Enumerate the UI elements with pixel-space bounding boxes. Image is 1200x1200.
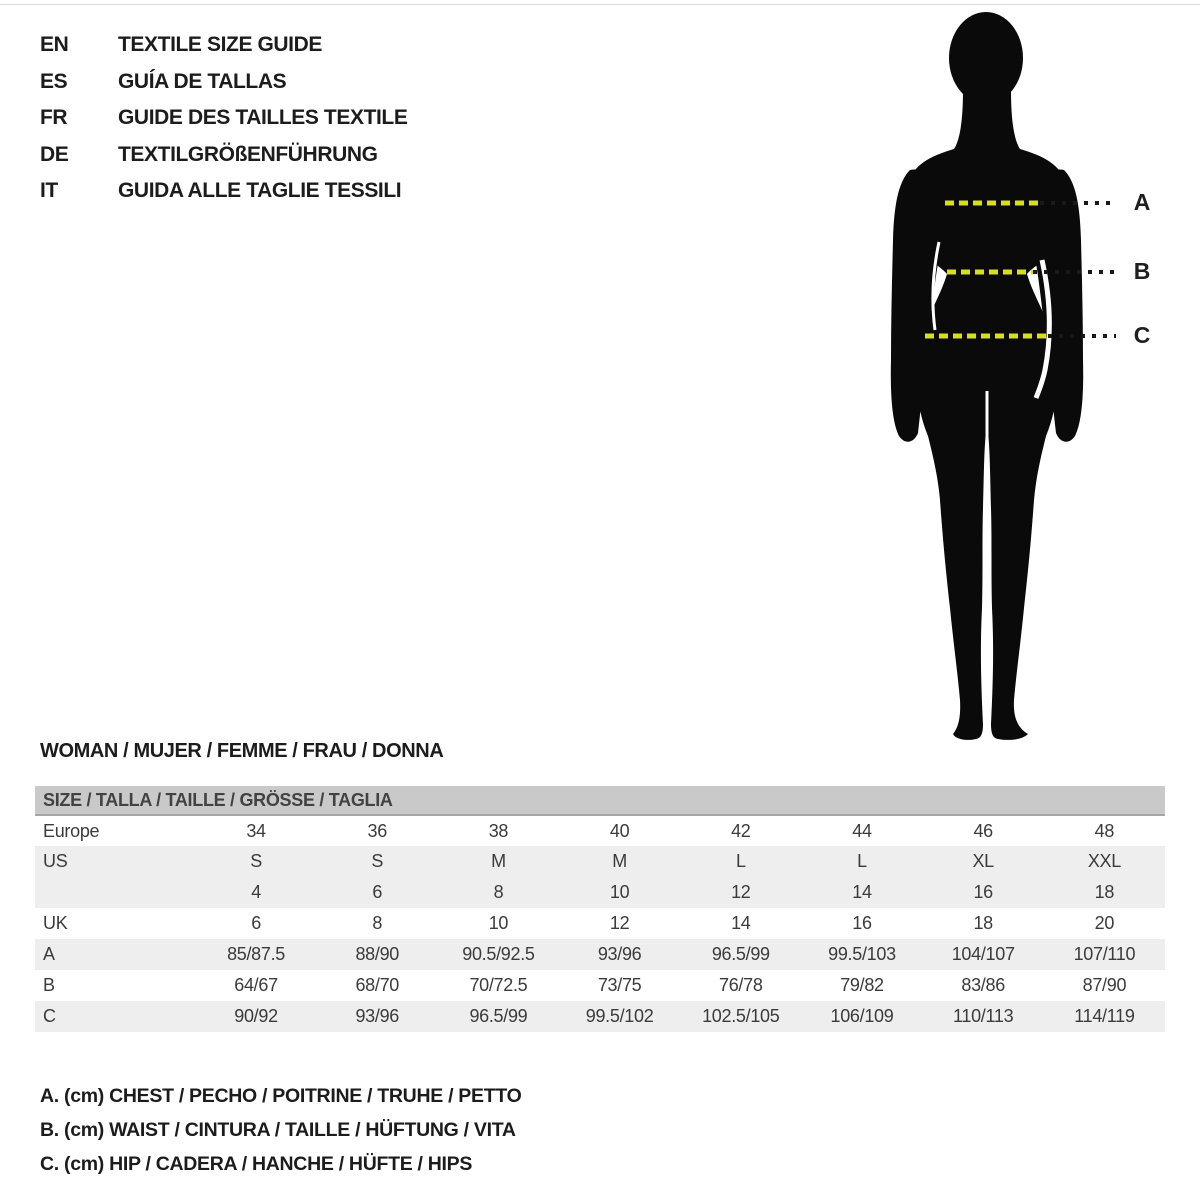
size-cell: 40: [609, 820, 630, 841]
language-row-en: [40, 27, 407, 64]
language-code: IT: [40, 179, 58, 203]
size-cell: 34: [246, 820, 266, 841]
size-cell: 14: [852, 882, 872, 902]
size-cell: 79/82: [840, 975, 884, 995]
size-cell: 36: [367, 820, 387, 841]
size-cell: M: [491, 851, 506, 871]
table-row-uk: [35, 908, 1165, 939]
row-label: UK: [43, 913, 68, 933]
language-row-fr: [40, 100, 407, 137]
language-row-de: [40, 137, 407, 174]
size-cell: 8: [372, 913, 383, 933]
size-cell: 20: [1094, 913, 1115, 933]
row-label: Europe: [43, 820, 100, 841]
measurement-legend: [40, 1085, 521, 1187]
measure-label-b: B: [1133, 258, 1151, 284]
size-cell: S: [371, 851, 384, 871]
woman-silhouette-svg: [850, 8, 1150, 748]
size-cell: 107/110: [1073, 944, 1136, 964]
language-code: DE: [40, 142, 69, 166]
size-cell: 64/67: [234, 975, 278, 995]
guide-title-es: GUÍA DE TALLAS: [118, 69, 287, 93]
size-cell: 48: [1094, 820, 1115, 841]
size-cell: 46: [973, 820, 993, 841]
woman-silhouette-figure: [850, 8, 1200, 748]
size-cell: 18: [1094, 882, 1115, 902]
gender-section-title: WOMAN / MUJER / FEMME / FRAU / DONNA: [40, 740, 444, 762]
size-table-header: SIZE / TALLA / TAILLE / GRÖSSE / TAGLIA: [35, 786, 1165, 815]
language-code: ES: [40, 69, 68, 93]
size-cell: XXL: [1087, 851, 1121, 871]
size-cell: 104/107: [951, 944, 1015, 964]
size-cell: 96.5/99: [469, 1006, 528, 1026]
row-label: [35, 877, 195, 908]
row-label: B: [43, 975, 55, 995]
size-cell: 96.5/99: [711, 944, 770, 964]
size-cell: 114/119: [1074, 1006, 1135, 1026]
size-cell: 70/72.5: [469, 975, 528, 995]
size-cell: 6: [372, 882, 383, 902]
measure-label-c: C: [1133, 322, 1151, 348]
table-row-europe: [35, 815, 1165, 846]
size-cell: 18: [973, 913, 993, 933]
size-cell: 8: [493, 882, 504, 902]
guide-title-de: TEXTILGRÖßENFÜHRUNG: [118, 142, 378, 166]
measure-label-a: A: [1133, 189, 1151, 215]
size-cell: 44: [852, 820, 872, 841]
size-cell: 83/86: [961, 975, 1005, 995]
size-cell: 12: [609, 913, 630, 933]
size-cell: 99.5/103: [828, 944, 896, 964]
size-cell: XL: [972, 851, 994, 871]
table-row-waist-b: [35, 970, 1165, 1001]
size-cell: 76/78: [719, 975, 763, 995]
size-cell: 88/90: [355, 944, 399, 964]
size-cell: 85/87.5: [227, 944, 286, 964]
row-label: A: [43, 944, 55, 964]
size-cell: 14: [731, 913, 751, 933]
size-cell: S: [250, 851, 262, 871]
size-cell: 110/113: [953, 1006, 1014, 1026]
size-cell: 90.5/92.5: [462, 944, 535, 964]
size-cell: 38: [488, 820, 509, 841]
language-title-block: [40, 27, 407, 210]
legend-hip: C. (cm) HIP / CADERA / HANCHE / HÜFTE / HIPS: [40, 1153, 473, 1175]
size-cell: 99.5/102: [585, 1006, 654, 1026]
size-cell: 93/96: [355, 1006, 399, 1026]
row-label: US: [43, 851, 68, 871]
language-row-it: [40, 173, 407, 210]
row-label: C: [43, 1006, 56, 1026]
size-cell: 102.5/105: [702, 1006, 780, 1026]
table-row-hip-c: [35, 1001, 1165, 1032]
size-cell: 42: [731, 820, 751, 841]
language-row-es: [40, 64, 407, 101]
size-cell: L: [857, 851, 867, 871]
size-cell: 10: [609, 882, 630, 902]
size-cell: 73/75: [597, 975, 642, 995]
language-code: FR: [40, 106, 68, 130]
size-table-header-row: [35, 786, 1165, 815]
table-row-chest-a: [35, 939, 1165, 970]
size-cell: M: [612, 851, 627, 871]
legend-chest: A. (cm) CHEST / PECHO / POITRINE / TRUHE / PETTO: [40, 1085, 522, 1107]
table-row-us: [35, 846, 1165, 877]
size-cell: 4: [251, 882, 261, 902]
size-cell: 6: [251, 913, 261, 933]
size-cell: 93/96: [597, 944, 642, 964]
guide-title-it: GUIDA ALLE TAGLIE TESSILI: [118, 179, 402, 203]
size-cell: 16: [973, 882, 993, 902]
guide-title-en: TEXTILE SIZE GUIDE: [118, 33, 322, 57]
top-border-line: [0, 4, 1200, 5]
table-row-us-numeric: [35, 877, 1165, 908]
size-cell: 90/92: [234, 1006, 278, 1026]
guide-title-fr: GUIDE DES TAILLES TEXTILE: [118, 106, 408, 130]
size-cell: 16: [852, 913, 872, 933]
size-cell: 87/90: [1082, 975, 1127, 995]
legend-waist: B. (cm) WAIST / CINTURA / TAILLE / HÜFTUNG / VITA: [40, 1119, 516, 1141]
size-cell: 68/70: [355, 975, 399, 995]
size-table: [35, 786, 1165, 1032]
size-cell: 106/109: [830, 1006, 894, 1026]
size-cell: 10: [488, 913, 509, 933]
size-cell: 12: [731, 882, 751, 902]
language-code: EN: [40, 33, 69, 57]
size-cell: L: [735, 851, 746, 871]
